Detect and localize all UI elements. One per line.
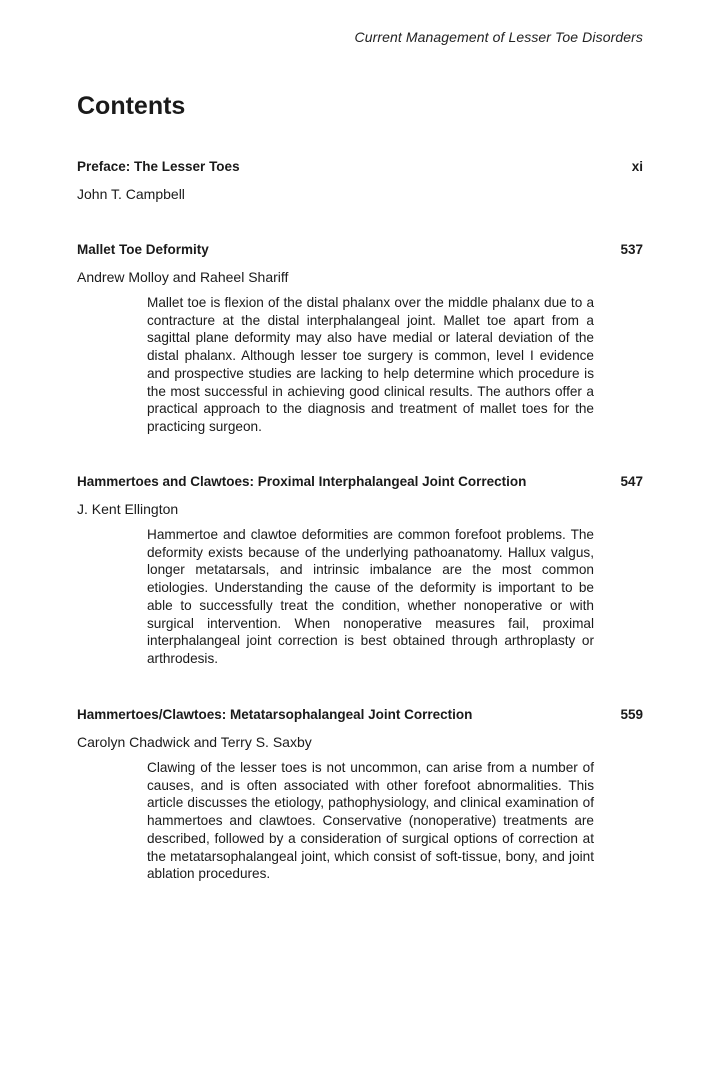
- toc-entry-page-number: 559: [620, 707, 643, 722]
- toc-entry-title[interactable]: Hammertoes/Clawtoes: Metatarsophalangeal Joint Correction: [77, 707, 473, 722]
- toc-entry-authors: Andrew Molloy and Raheel Shariff: [77, 269, 289, 285]
- toc-entry-abstract: Clawing of the lesser toes is not uncommon, can arise from a number of causes, and is often associated with other forefoot abnormalities. This article discusses the etiology, pathophysiology, and clinical examination of hammertoes and clawtoes. Conservative (nonoperative) treatments are described, followed by a consideration of surgical options of correction at the metatarsophalangeal joint, which consist of soft-tissue, bony, and joint ablation procedures.: [147, 760, 594, 882]
- toc-entry-heading-row: [77, 474, 643, 492]
- toc-entry-page-number: 537: [620, 242, 643, 257]
- toc-entry-page-number: xi: [631, 159, 643, 174]
- toc-entry-authors: John T. Campbell: [77, 186, 185, 202]
- toc-entry-authors: Carolyn Chadwick and Terry S. Saxby: [77, 734, 312, 750]
- toc-entry-page-number: 547: [620, 474, 643, 489]
- toc-entry-abstract: Hammertoe and clawtoe deformities are common forefoot problems. The deformity exists because of the underlying pathoanatomy. Hallux valgus, longer metatarsals, and intrinsic imbalance are the most common etiologies. Understanding the cause of the deformity is important to be able to successfully treat the condition, whether nonoperative or with surgical intervention. When nonoperative measures fail, proximal interphalangeal joint correction is best obtained through arthroplasty or arthrodesis.: [147, 527, 594, 666]
- toc-entry-hammertoes-pip[interactable]: [77, 474, 643, 666]
- toc-entry-title[interactable]: Mallet Toe Deformity: [77, 242, 209, 257]
- page-title: Contents: [77, 92, 186, 120]
- toc-entry-title[interactable]: Preface: The Lesser Toes: [77, 159, 240, 174]
- toc-entry-mallet-toe[interactable]: [77, 242, 643, 434]
- toc-entry-title[interactable]: Hammertoes and Clawtoes: Proximal Interphalangeal Joint Correction: [77, 474, 527, 489]
- toc-entry-heading-row: [77, 159, 643, 177]
- toc-entry-preface[interactable]: [77, 159, 643, 202]
- toc-entry-heading-row: [77, 242, 643, 260]
- toc-entry-authors: J. Kent Ellington: [77, 501, 179, 517]
- toc-entry-hammertoes-mtp[interactable]: [77, 707, 643, 882]
- toc-entry-heading-row: [77, 707, 643, 725]
- toc-entry-abstract: Mallet toe is flexion of the distal phalanx over the middle phalanx due to a contracture at the distal interphalangeal joint. Mallet toe apart from a sagittal plane deformity may also have medial or lateral deviation of the distal phalanx. Although lesser toe surgery is common, level I evidence and prospective studies are lacking to help determine which procedure is the most successful in achieving good clinical results. The authors offer a practical approach to the diagnosis and treatment of mallet toes for the practicing surgeon.: [147, 295, 594, 434]
- running-header: Current Management of Lesser Toe Disorders: [354, 29, 643, 45]
